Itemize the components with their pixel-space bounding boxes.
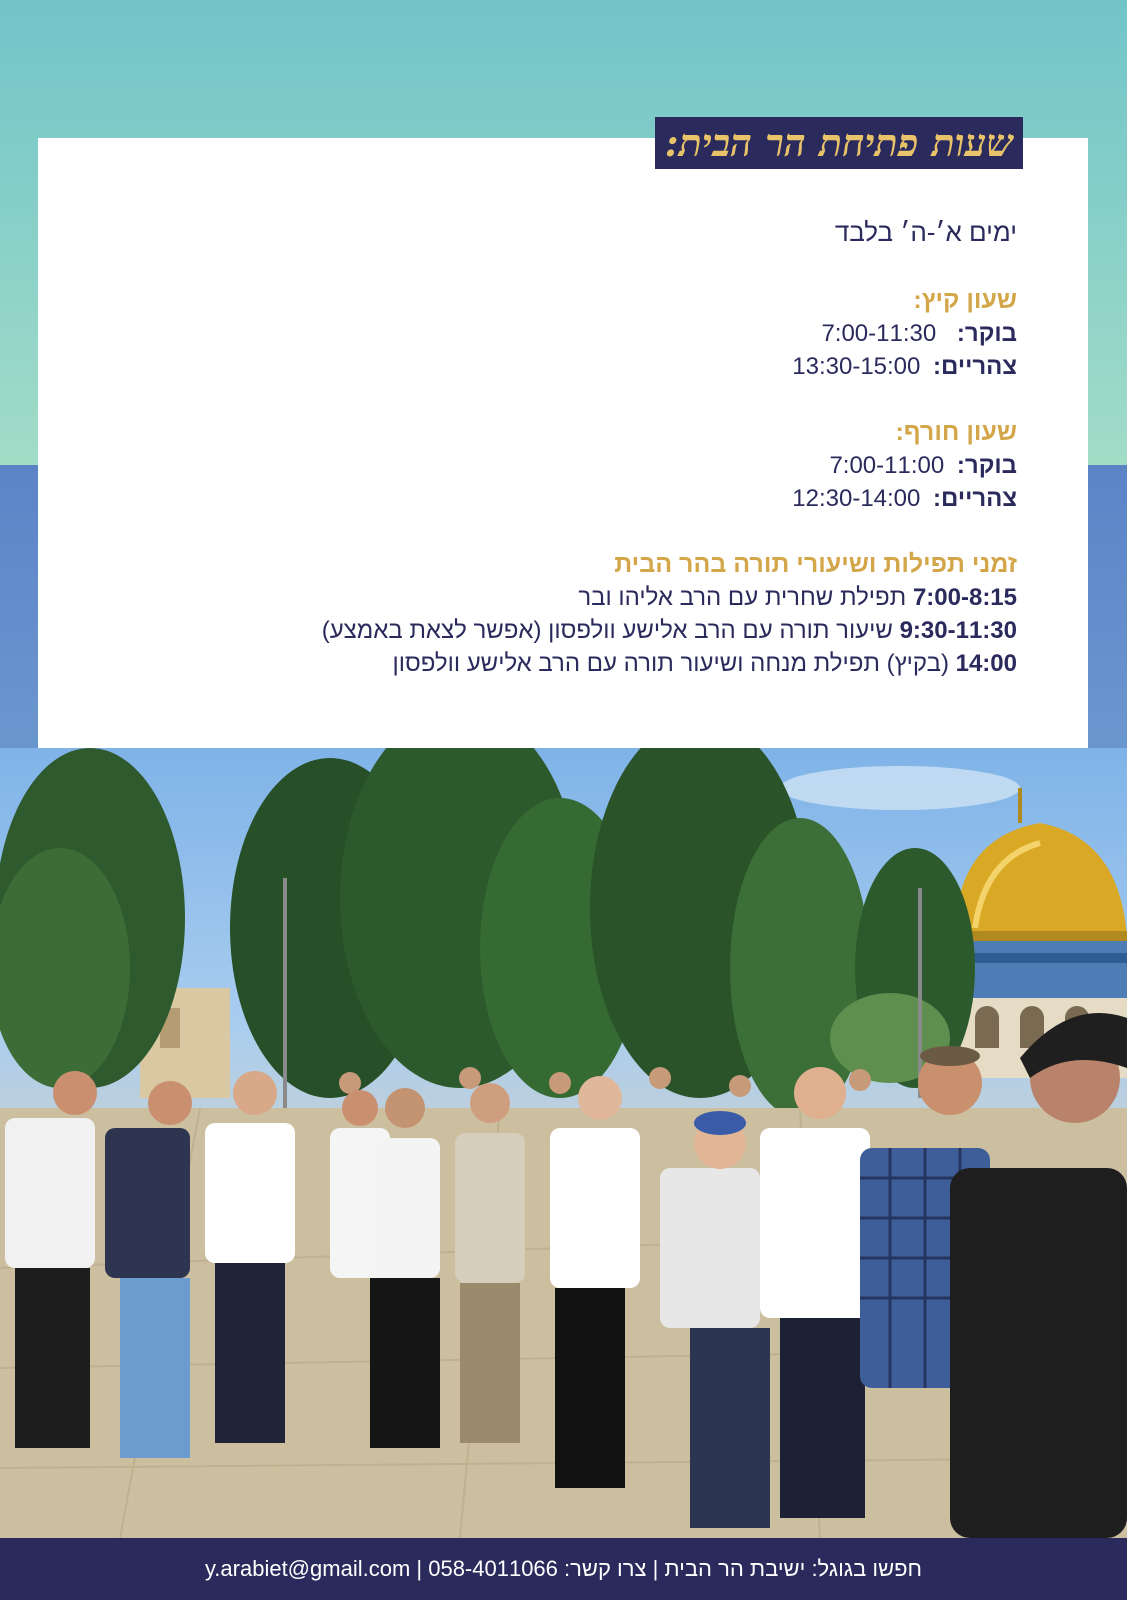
summer-noon-hours: 13:30-15:00 [792,353,921,380]
contact-footer: חפשו בגוגל: ישיבת הר הבית | צרו קשר: 058-4011066 | y.arabiet@gmail.com [0,1538,1127,1600]
schedule-content [157,215,1017,680]
winter-heading: שעון חורף: [895,418,1017,446]
schedule-item-text: שיעור תורה עם הרב אלישע וולפסון (אפשר לצאת באמצע) [321,617,893,644]
summer-morning-row [157,317,1017,350]
schedule-item [157,647,1017,680]
winter-noon-row [157,482,1017,515]
schedule-item-time: 14:00 [955,650,1017,677]
winter-morning-label: בוקר: [956,452,1017,479]
days-note: ימים א׳-ה׳ בלבד [834,217,1017,247]
group-walking-photo [0,748,1127,1538]
summer-morning-hours: 7:00-11:30 [821,320,937,347]
schedule-item [157,614,1017,647]
winter-noon-hours: 12:30-14:00 [792,485,921,512]
page-title: שעות פתיחת הר הבית: [655,117,1023,169]
prayer-schedule-heading: זמני תפילות ושיעורי תורה בהר הבית [614,550,1017,578]
winter-noon-label: צהריים: [933,485,1017,512]
summer-heading: שעון קיץ: [913,286,1017,314]
schedule-item [157,581,1017,614]
schedule-item-time: 9:30-11:30 [899,617,1017,644]
summer-noon-label: צהריים: [933,353,1017,380]
summer-noon-row [157,350,1017,383]
summer-morning-label: בוקר: [956,320,1017,347]
schedule-item-text: תפילת שחרית עם הרב אליהו ובר [578,584,907,611]
winter-morning-row [157,449,1017,482]
schedule-item-text: (בקיץ) תפילת מנחה ושיעור תורה עם הרב אלישע וולפסון [392,650,949,677]
schedule-item-time: 7:00-8:15 [912,584,1017,611]
winter-morning-hours: 7:00-11:00 [829,452,945,479]
